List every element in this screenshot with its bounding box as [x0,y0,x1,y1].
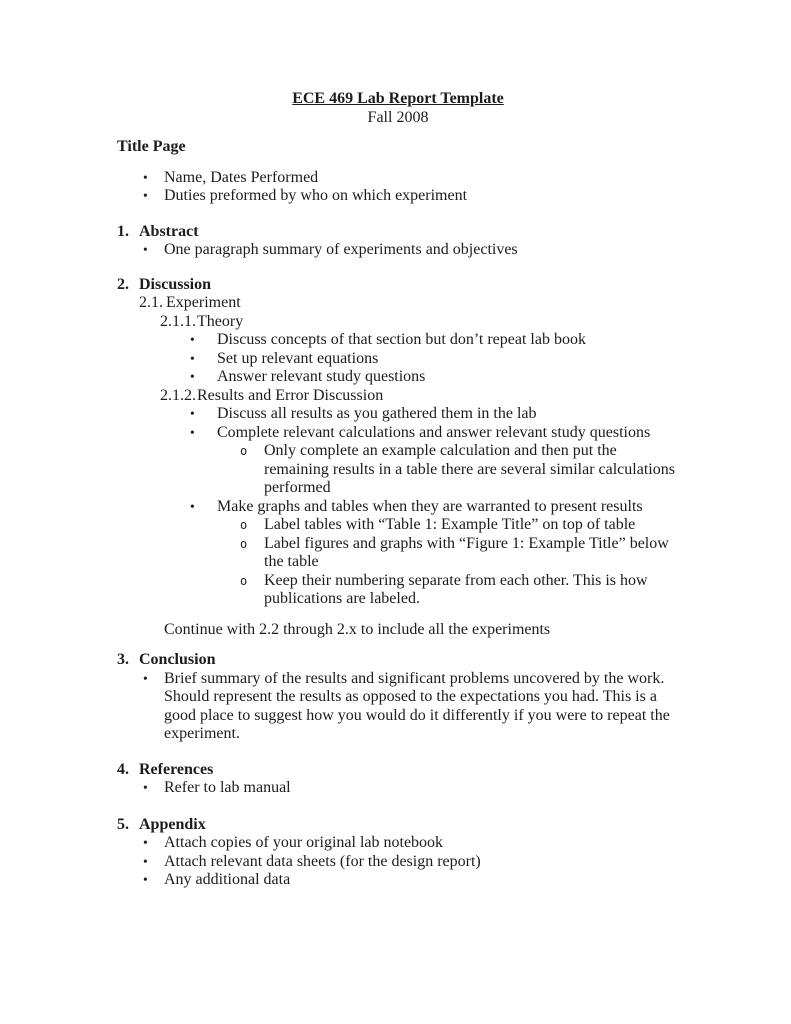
subsection-number: 2.1. [139,294,163,311]
bullet-text: Keep their numbering separate from each other. This is how publications are labeled. [264,571,648,607]
bullet-item [190,331,679,350]
bullet-text: Set up relevant equations [217,349,379,367]
bullet-item [190,350,679,369]
heading-text: References [139,760,214,778]
bullet-icon: • [190,424,195,440]
heading-number: 4. [117,760,129,778]
document-subtitle: Fall 2008 [367,109,429,126]
bullet-icon: • [143,872,148,887]
heading-text: Abstract [139,222,199,240]
bullet-item [143,187,679,206]
bullet-icon: • [143,780,148,795]
circle-bullet-icon: o [240,518,248,532]
circle-bullet-icon: o [240,573,248,588]
bullet-text: Answer relevant study questions [217,368,426,385]
bullet-item [190,424,679,443]
bullet-item [143,853,679,872]
bullet-icon: • [190,332,195,347]
heading-number: 3. [117,651,129,668]
sub-bullet-item [240,442,679,498]
bullet-item [190,405,679,424]
bullet-item [190,498,679,517]
bullet-icon: • [143,169,148,185]
bullet-icon: • [143,188,148,203]
bullet-icon: • [143,670,148,686]
bullet-text: Any additional data [164,871,291,888]
continue-note-text: Continue with 2.2 through 2.x to include all the experiments [164,620,551,638]
bullet-icon: • [190,350,195,366]
subsection-label: Experiment [166,294,241,311]
bullet-text: Duties preformed by who on which experiment [164,187,468,204]
sub-bullet-item [240,572,679,609]
heading-text: Appendix [139,815,206,833]
heading-text: Conclusion [139,651,216,668]
bullet-text: Attach relevant data sheets (for the design report) [164,852,481,870]
bullet-text: Discuss all results as you gathered them in the lab [217,405,537,422]
sub-bullet-item [240,535,679,572]
bullet-item [143,670,679,744]
heading-text: Discussion [139,275,212,293]
bullet-item [190,368,679,387]
heading-references [117,761,679,780]
bullet-text: Label tables with “Table 1: Example Title” on top of table [264,516,636,533]
heading-number: 1. [117,222,129,240]
bullet-icon: • [143,242,148,257]
bullet-text: One paragraph summary of experiments and objectives [164,241,518,258]
heading-number: 5. [117,815,129,833]
circle-bullet-icon: o [240,536,248,551]
subsection-number: 2.1.1. [160,312,196,330]
continue-note [164,621,679,640]
bullet-text: Name, Dates Performed [164,168,319,186]
subsection-2-1 [139,294,679,313]
circle-bullet-icon: o [240,444,248,458]
heading-abstract [117,223,679,242]
bullet-icon: • [190,406,195,421]
bullet-icon: • [143,853,148,869]
subsection-label: Results and Error Discussion [197,386,384,404]
heading-discussion [117,276,679,295]
heading-appendix [117,816,679,835]
bullet-text: Complete relevant calculations and answer relevant study questions [217,423,651,441]
bullet-text: Attach copies of your original lab notebook [164,834,444,851]
heading-title-page: Title Page [117,138,186,155]
bullet-icon: • [143,835,148,850]
subsection-label: Theory [197,312,244,330]
document-title: ECE 469 Lab Report Template [292,90,504,107]
bullet-item [143,169,679,188]
heading-number: 2. [117,275,129,293]
subsection-number: 2.1.2. [160,386,196,404]
bullet-item [143,871,679,890]
bullet-item [143,241,679,260]
bullet-item [143,834,679,853]
bullet-text: Discuss concepts of that section but don’t repeat lab book [217,331,586,348]
heading-conclusion [117,651,679,670]
sub-bullet-item [240,516,679,535]
bullet-icon: • [190,369,195,384]
bullet-text: Only complete an example calculation and then put the remaining results in a table there are several similar calculations performed [264,442,675,496]
subsection-2-1-2 [160,387,679,406]
bullet-text: Brief summary of the results and significant problems uncovered by the work. Should represent the results as opposed to the expectations you had. This is a good place to suggest how you would do it differently if you were to repeat the experiment. [164,669,670,742]
subsection-2-1-1 [160,313,679,332]
bullet-text: Refer to lab manual [164,779,291,796]
bullet-text: Label figures and graphs with “Figure 1: Example Title” below the table [264,534,669,570]
bullet-item [143,779,679,798]
bullet-text: Make graphs and tables when they are warranted to present results [217,497,643,515]
bullet-icon: • [190,498,195,514]
